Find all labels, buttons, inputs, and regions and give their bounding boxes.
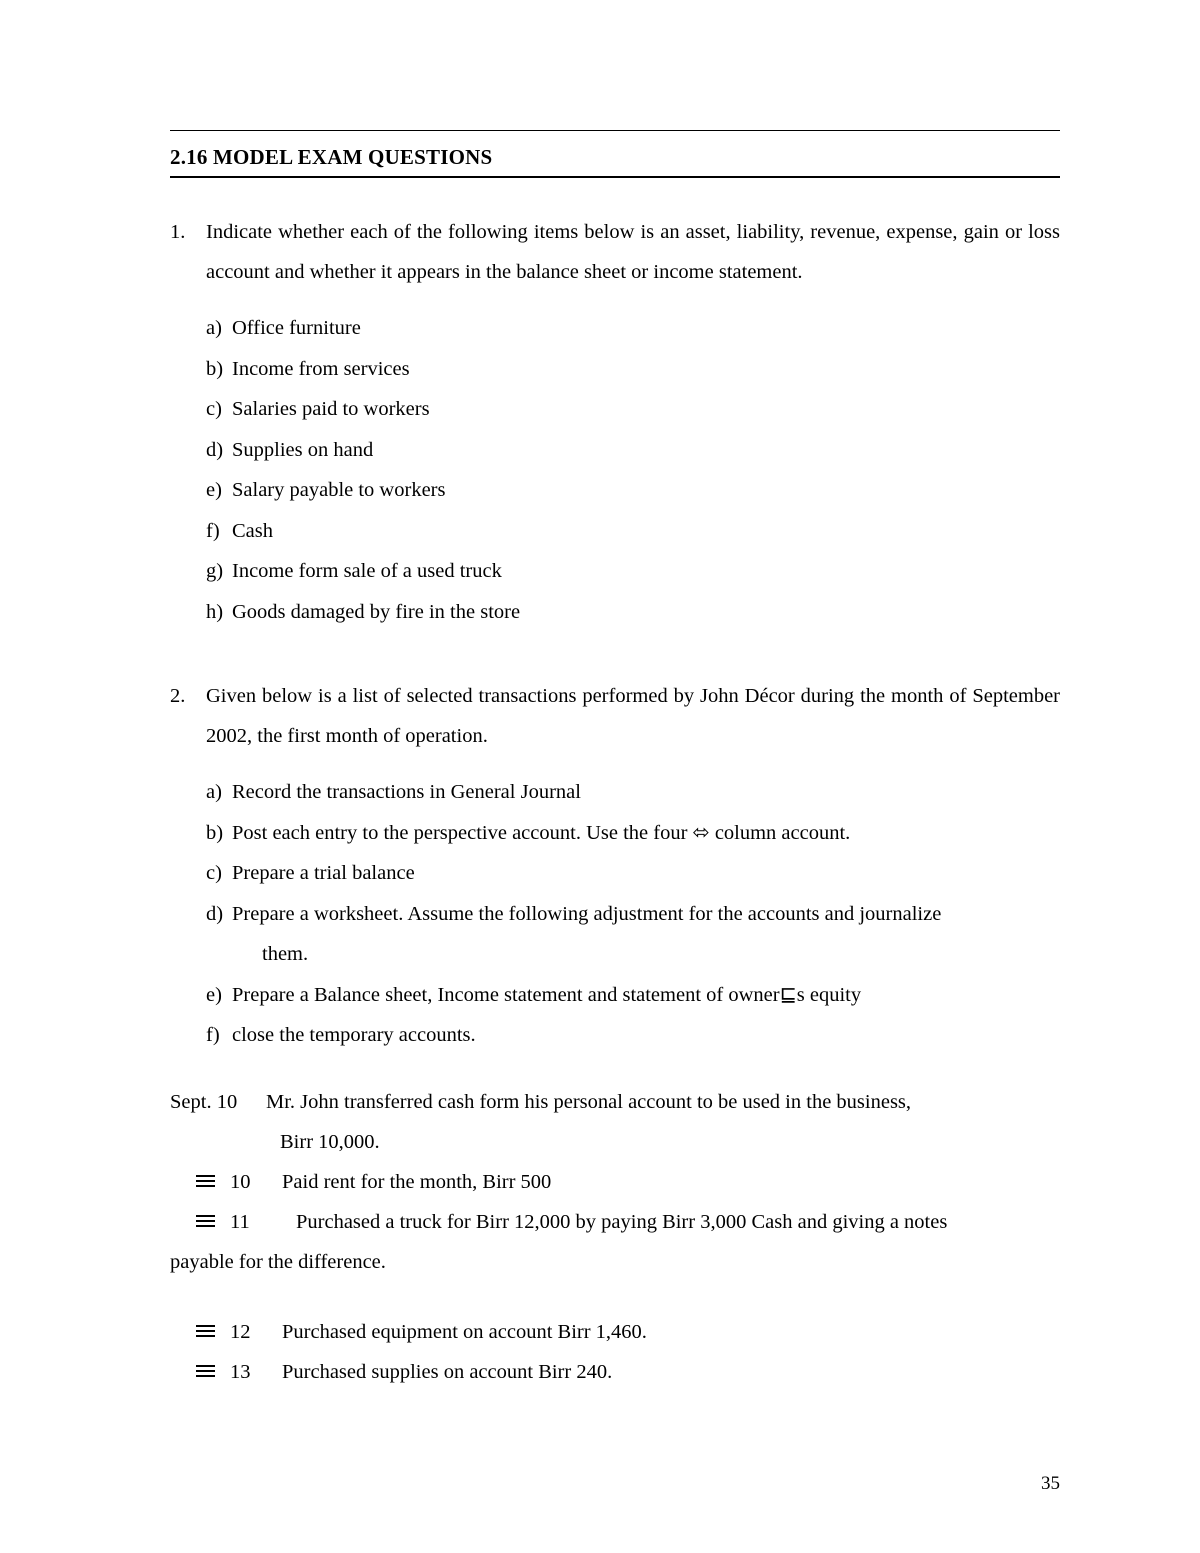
list-item-text: close the temporary accounts. (232, 1024, 476, 1046)
transaction-amount-line: Birr 10,000. (280, 1130, 380, 1153)
list-item-label: b) (206, 821, 224, 844)
table-row (170, 1352, 1060, 1392)
list-item-label: d) (206, 438, 224, 461)
transaction-date: Sept. 10 (170, 1090, 238, 1113)
page-content (170, 130, 1060, 1392)
list-item (206, 349, 1060, 390)
transaction-row-first (170, 1082, 1060, 1122)
list-item-label: c) (206, 862, 222, 884)
list-item-text: Salaries paid to workers (232, 398, 430, 420)
list-item-label: c) (206, 398, 222, 420)
list-item-label: f) (206, 1024, 220, 1046)
list-item-text: Income form sale of a used truck (232, 560, 502, 582)
table-row (170, 1312, 1060, 1352)
transaction-description: Mr. John transferred cash form his personal account to be used in the business, (266, 1090, 912, 1113)
list-item (206, 389, 1060, 430)
ledger-icon (170, 1352, 230, 1392)
list-item-text: Post each entry to the perspective account. Use the four ⬄ column account. (232, 821, 851, 844)
transaction-day: 11 (230, 1210, 250, 1233)
list-item-text: Supplies on hand (232, 438, 374, 461)
list-item-text: Prepare a trial balance (232, 862, 415, 884)
list-item-text-continuation: them. (262, 943, 309, 965)
list-item-label: a) (206, 317, 222, 339)
list-item (206, 772, 1060, 813)
question-1-items (170, 308, 1060, 632)
transaction-day: 12 (230, 1320, 251, 1343)
list-item-text (232, 894, 1060, 975)
list-item (206, 551, 1060, 592)
list-item (206, 813, 1060, 854)
list-item (206, 470, 1060, 511)
list-item (206, 975, 1060, 1016)
table-row (170, 1162, 1060, 1202)
transaction-description: Paid rent for the month, Birr 500 (282, 1170, 552, 1193)
list-item-label: e) (206, 983, 222, 1006)
question-2-items (170, 772, 1060, 1056)
list-item-text: Income from services (232, 357, 410, 380)
question-2-row (170, 676, 1060, 756)
question-1-text: Indicate whether each of the following items below is an asset, liability, revenue, expense, gain or loss account and whether it appears in the balance sheet or income statement. (206, 221, 1060, 283)
question-2-number: 2. (170, 685, 186, 707)
transaction-description: Purchased supplies on account Birr 240. (282, 1360, 613, 1383)
ledger-icon (170, 1162, 230, 1202)
list-item-text: Prepare a Balance sheet, Income statement and statement of owner⊑s equity (232, 983, 862, 1006)
transaction-description: Purchased equipment on account Birr 1,460. (282, 1320, 647, 1343)
list-item-label: e) (206, 479, 222, 501)
transaction-description: Purchased a truck for Birr 12,000 by paying Birr 3,000 Cash and giving a notes (296, 1210, 948, 1233)
list-item-label: g) (206, 560, 224, 582)
list-item-text: Goods damaged by fire in the store (232, 600, 521, 623)
question-1-row (170, 212, 1060, 292)
question-2-text: Given below is a list of selected transactions performed by John Décor during the month of September 2002, the first month of operation. (206, 685, 1060, 747)
question-1-number: 1. (170, 221, 186, 243)
list-item (206, 430, 1060, 471)
list-item-label: h) (206, 600, 224, 623)
page-number: 35 (1041, 1473, 1060, 1494)
list-item-text: Office furniture (232, 317, 361, 339)
list-item-label: f) (206, 519, 220, 542)
list-item-label: a) (206, 781, 222, 803)
list-item (206, 853, 1060, 894)
question-1 (170, 212, 1060, 632)
list-item (206, 894, 1060, 975)
question-2 (170, 676, 1060, 1056)
page-title: 2.16 MODEL EXAM QUESTIONS (170, 145, 1060, 178)
list-item-label: d) (206, 902, 224, 925)
list-item-text: Record the transactions in General Journal (232, 781, 581, 803)
transaction-description-continuation: payable for the difference. (170, 1250, 386, 1273)
transactions-list (170, 1082, 1060, 1392)
list-item (206, 511, 1060, 552)
list-item-text: Cash (232, 519, 273, 542)
list-item-text-main: Prepare a worksheet. Assume the following adjustment for the accounts and journalize (232, 902, 942, 925)
ledger-icon (170, 1202, 230, 1242)
list-item-label: b) (206, 357, 224, 380)
list-item (206, 1015, 1060, 1056)
header-rule (170, 130, 1060, 131)
list-item-text: Salary payable to workers (232, 479, 446, 501)
transaction-day: 13 (230, 1360, 251, 1383)
table-row (170, 1202, 1060, 1242)
list-item (206, 308, 1060, 349)
list-item (206, 592, 1060, 633)
ledger-icon (170, 1312, 230, 1352)
transaction-day: 10 (230, 1170, 251, 1193)
